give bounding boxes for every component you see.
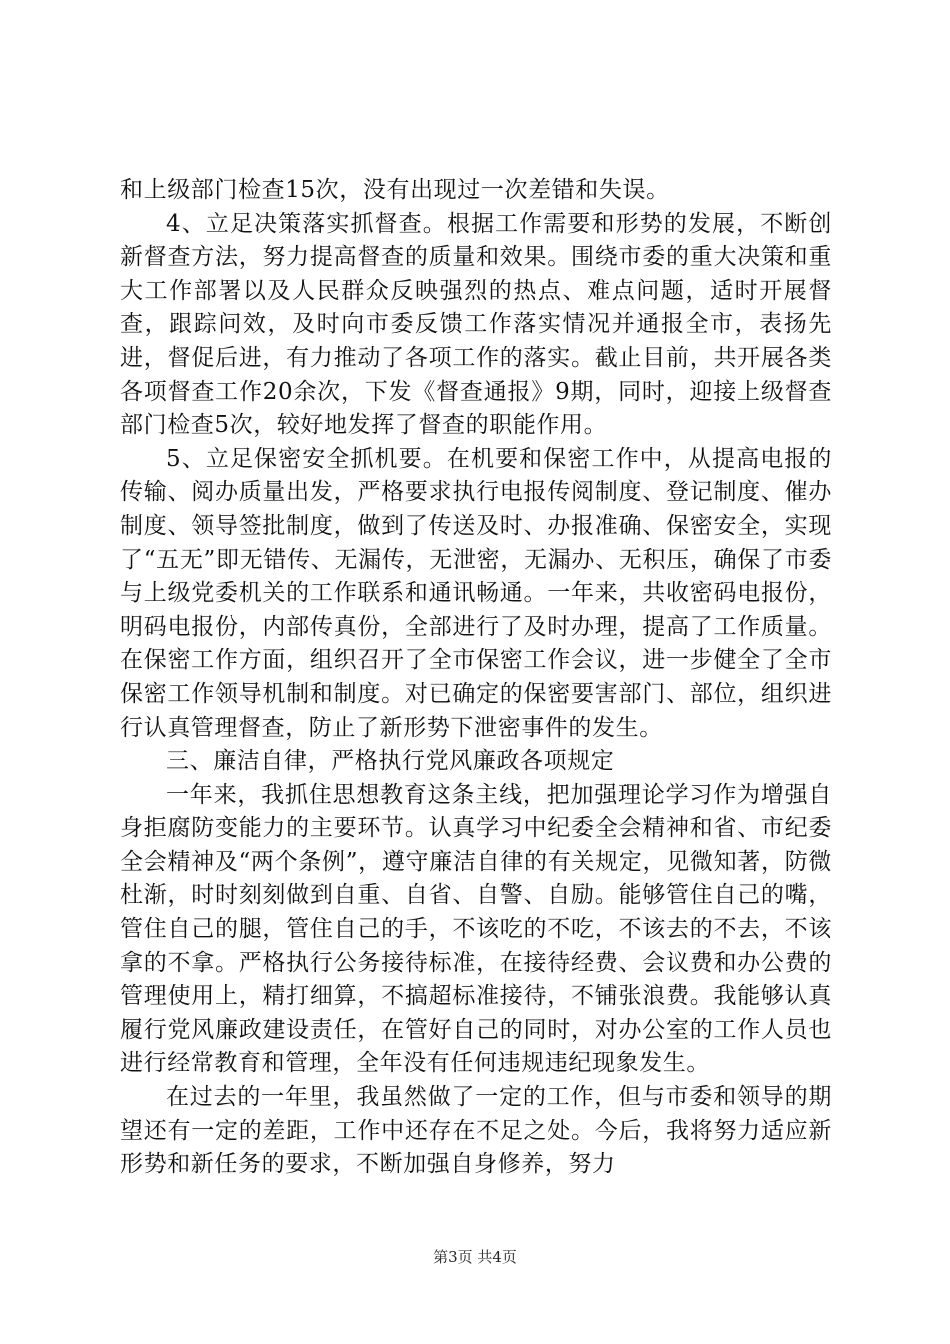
paragraph-supervision: 4、立足决策落实抓督查。根据工作需要和形势的发展，不断创新督查方法，努力提高督查的质量和效果。围绕市委的重大决策和重大工作部署以及人民群众反映强烈的热点、难点问题，适时开展督查，跟踪问效，及时向市委反馈工作落实情况并通报全市，表扬先进，督促后进，有力推动了各项工作的落实。截止目前，共开展各类各项督查工作20余次，下发《督查通报》9期，同时，迎接上级督查部门检查5次，较好地发挥了督查的职能作用。 <box>120 210 832 439</box>
document-body <box>120 174 832 1182</box>
paragraph-conclusion: 在过去的一年里，我虽然做了一定的工作，但与市委和领导的期望还有一定的差距，工作中还存在不足之处。今后，我将努力适应新形势和新任务的要求，不断加强自身修养，努力 <box>120 1084 832 1178</box>
paragraph-confidentiality: 5、立足保密安全抓机要。在机要和保密工作中，从提高电报的传输、阅办质量出发，严格要求执行电报传阅制度、登记制度、催办制度、领导签批制度，做到了传送及时、办报准确、保密安全，实现了“五无”即无错传、无漏传，无泄密，无漏办、无积压，确保了市委与上级党委机关的工作联系和通讯畅通。一年来，共收密码电报份，明码电报份，内部传真份，全部进行了及时办理，提高了工作质量。在保密工作方面，组织召开了全市保密工作会议，进一步健全了全市保密工作领导机制和制度。对已确定的保密要害部门、部位，组织进行认真管理督查，防止了新形势下泄密事件的发生。 <box>120 445 832 741</box>
paragraph-integrity: 一年来，我抓住思想教育这条主线，把加强理论学习作为增强自身拒腐防变能力的主要环节。认真学习中纪委全会精神和省、市纪委全会精神及“两个条例”，遵守廉洁自律的有关规定，见微知著，防微杜渐，时时刻刻做到自重、自省、自警、自励。能够管住自己的嘴，管住自己的腿，管住自己的手，不该吃的不吃，不该去的不去，不该拿的不拿。严格执行公务接待标准，在接待经费、会议费和办公费的管理使用上，精打细算，不搞超标准接待，不铺张浪费。我能够认真履行党风廉政建设责任，在管好自己的同时，对办公室的工作人员也进行经常教育和管理，全年没有任何违规违纪现象发生。 <box>120 781 832 1077</box>
paragraph-continuation: 和上级部门检查15次，没有出现过一次差错和失误。 <box>120 177 670 203</box>
section-heading-integrity: 三、廉洁自律，严格执行党风廉政各项规定 <box>166 748 615 775</box>
page-footer: 第3页 共4页 <box>433 1248 517 1266</box>
